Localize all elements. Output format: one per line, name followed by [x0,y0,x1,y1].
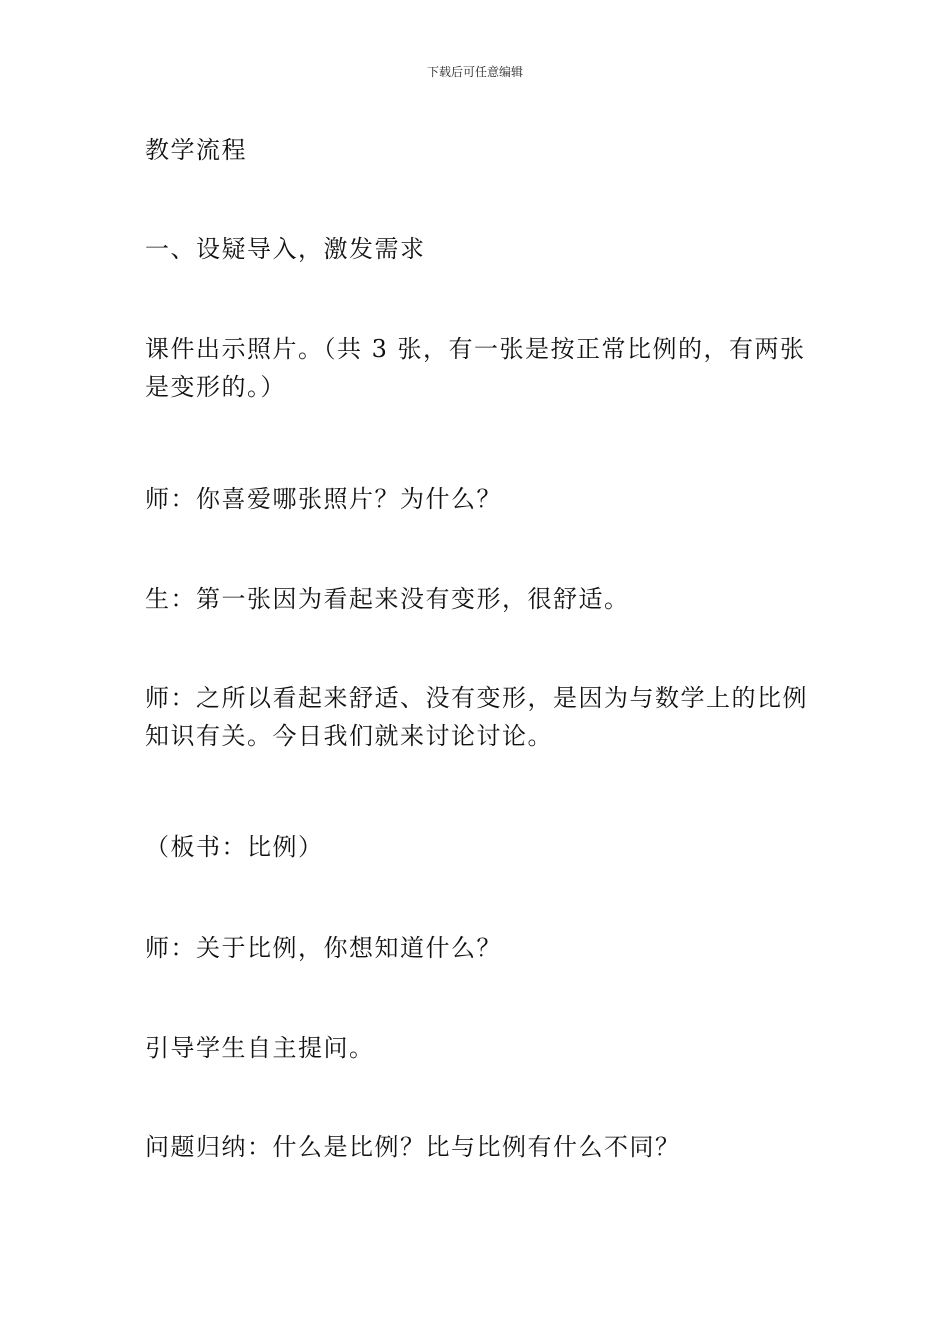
paragraph-guide-students: 引导学生自主提问。 [145,1034,375,1062]
paragraph-student-answer: 生：第一张因为看起来没有变形，很舒适。 [145,585,630,613]
paragraph-teacher-explanation: 师：之所以看起来舒适、没有变形，是因为与数学上的比例知识有关。今日我们就来讨论讨论。 [145,684,808,750]
paragraph-teacher-prompt: 师：关于比例，你想知道什么？ [145,934,502,962]
paragraph-blackboard-note: （板书：比例） [145,833,324,861]
paragraph-courseware-photos: 课件出示照片。（共 3 张，有一张是按正常比例的，有两张是变形的。） [145,335,806,401]
paragraph-teacher-question: 师：你喜爱哪张照片？为什么？ [145,485,502,513]
document-title: 教学流程 [145,136,247,164]
paragraph-question-summary: 问题归纳：什么是比例？比与比例有什么不同？ [145,1133,681,1161]
section-heading: 一、设疑导入，激发需求 [145,235,426,263]
page-header: 下载后可任意编辑 [426,65,523,79]
